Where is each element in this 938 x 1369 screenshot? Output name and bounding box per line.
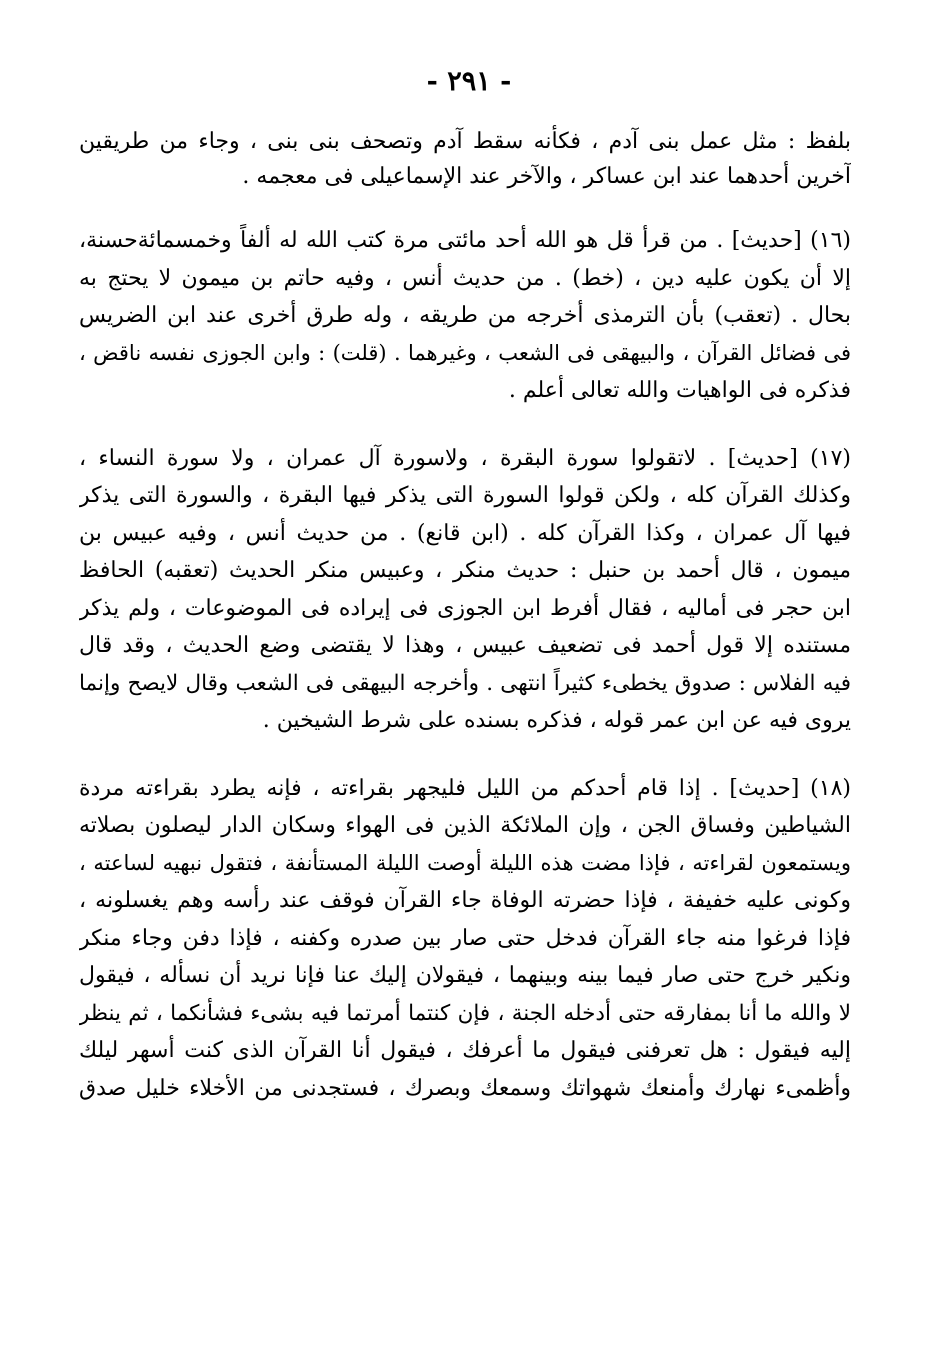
text-line: مستنده إلا قول أحمد فى تضعيف عبيس ، وهذا لا يقتضى وضع الحديث ، وقد قال [79,633,851,658]
text-line: ميمون ، قال أحمد بن حنبل : حديث منكر ، وعبيس منكر الحديث (تعقبه) الحافظ [79,558,851,583]
text-line: فإذا فرغوا منه جاء القرآن فدخل حتى صار بين صدره وكفنه ، فإذا دفن وجاء منكر [79,925,851,951]
text-line: وكذلك القرآن كله ، ولكن قولوا السورة التى يذكر فيها البقرة ، والسورة التى يذكر [79,483,851,508]
text-line: (١٦) [حديث] . من قرأ قل هو الله أحد مائتى مرة كتب الله له ألفاً وخمسمائةحسنة، [79,228,851,253]
paragraph-hadith-17 [79,440,851,740]
text-line: ونكير خرج حتى صار فيما بينه وبينهما ، فيقولان إليك عنا فإنا نريد أن نسأله ، فيقول [79,963,851,988]
paragraph-continuation [79,124,851,194]
text-line: لا والله ما أنا بمفارقه حتى أدخله الجنة ، فإن كنتما أمرتما فيه بشىء فشأنكما ، ثم ينظر [79,1000,851,1026]
text-line: آخرين أحدهما عند ابن عساكر ، والآخر عند الإسماعيلى فى معجمه . [242,164,851,189]
paragraph-hadith-18 [79,770,851,1108]
text-line: فذكره فى الواهيات والله تعالى أعلم . [508,378,851,403]
text-line: فيها آل عمران ، وكذا القرآن كله . (ابن قانع) . من حديث أنس ، وفيه عبيس بن [79,520,851,546]
page-body [79,124,851,1107]
paragraph-hadith-16 [79,222,851,410]
text-line: ابن حجر فى أماليه ، فقال أفرط ابن الجوزى فى إيراده فى الموضوعات ، ولم يذكر [79,595,851,621]
text-line: إلا أن يكون عليه دين ، (خط) . من حديث أنس ، وفيه حاتم بن ميمون لا يحتج به [79,265,851,291]
text-line: إليه فيقول : هل تعرفنى فيقول ما أعرفك ، فيقول أنا القرآن الذى كنت أسهر ليلك [79,1038,851,1063]
page-number: - ٢٩١ - [426,66,512,97]
text-line: بلفظ : مثل عمل بنى آدم ، فكأنه سقط آدم وتصحف بنى بنى ، وجاء من طريقين [79,129,851,154]
text-line: (١٨) [حديث] . إذا قام أحدكم من الليل فليجهر بقراءته ، فإنه يطرد بقراءته مردة [79,775,851,801]
text-line: فيه الفلاس : صدوق يخطىء كثيراً انتهى . وأخرجه البيهقى فى الشعب وقال لايصح وإنما [79,670,851,696]
text-line: (١٧) [حديث] . لاتقولوا سورة البقرة ، ولاسورة آل عمران ، ولا سورة النساء ، [79,445,851,471]
text-line: وأظمىء نهارك وأمنعك شهواتك وسمعك وبصرك ، فستجدنى من الأخلاء خليل صدق [79,1075,851,1101]
text-line: فى فضائل القرآن ، والبيهقى فى الشعب ، وغيرهما . (قلت) : وابن الجوزى نفسه ناقض ، [79,340,851,365]
text-line: ويستمعون لقراءته ، فإذا مضت هذه الليلة أوصت الليلة المستأنفة ، فتقول نبهيه لساعته ، [79,850,851,875]
text-line: يروى فيه عن ابن عمر قوله ، فذكره بسنده على شرط الشيخين . [262,708,851,733]
text-line: وكونى عليه خفيفة ، فإذا حضرته الوفاة جاء القرآن فوقف عند رأسه وهم يغسلونه ، [79,888,851,913]
text-line: الشياطين وفساق الجن ، وإن الملائكة الذين فى الهواء وسكان الدار ليصلون بصلاته [79,813,851,838]
text-line: بحال . (تعقب) بأن الترمذى أخرجه من طريقه ، وله طرق أخرى عند ابن الضريس [79,303,851,328]
